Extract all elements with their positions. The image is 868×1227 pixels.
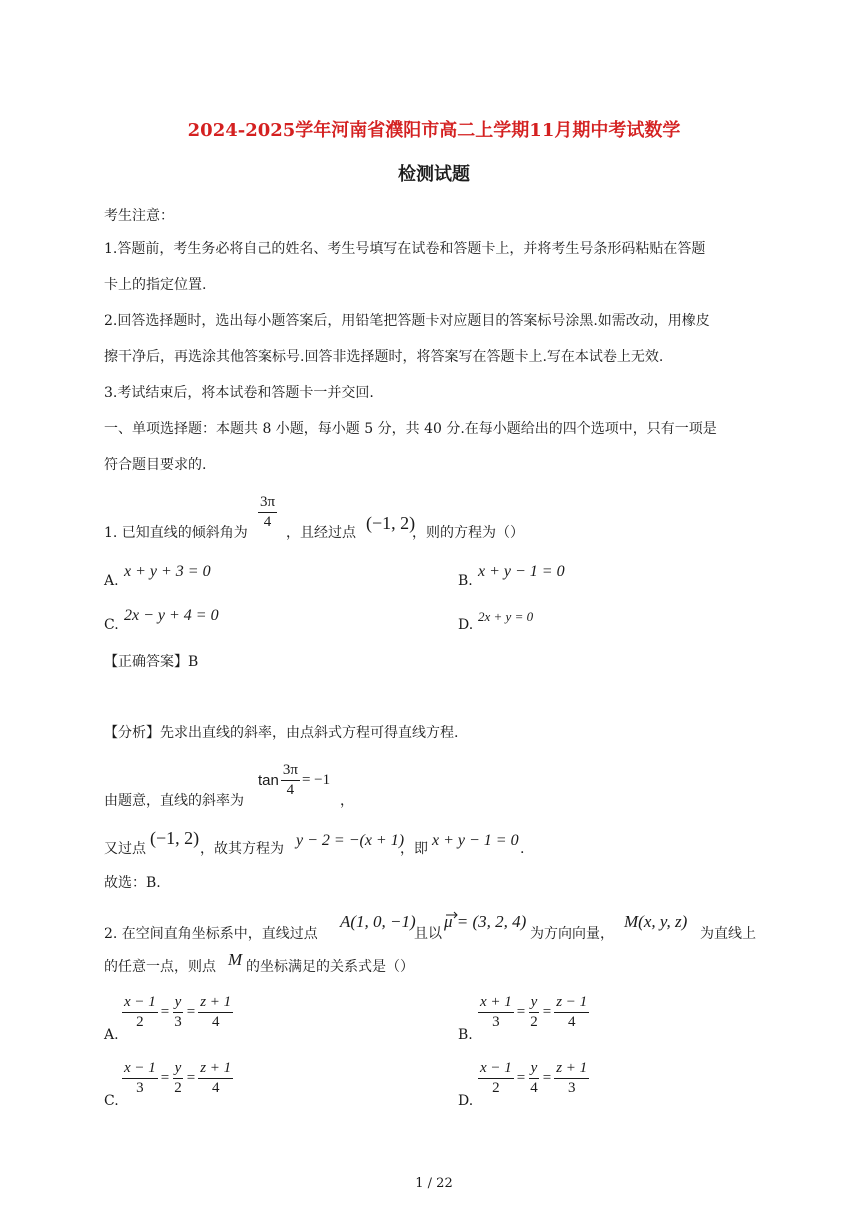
notice-line: 卡上的指定位置. xyxy=(104,277,207,293)
q1-sol1-formula xyxy=(258,762,330,799)
q1-sol1-den: 4 xyxy=(286,782,295,798)
q1-angle-num: 3π xyxy=(258,494,277,513)
page-title: 2024-2025学年河南省濮阳市高二上学期11月期中考试数学 xyxy=(187,120,681,141)
frac-num: z + 1 xyxy=(554,1060,589,1079)
frac-num: z + 1 xyxy=(198,994,233,1013)
q1-sol1-suffix: ， xyxy=(340,793,354,809)
q1-sol1-prefix: 由题意，直线的斜率为 xyxy=(104,793,244,809)
q1-suffix: ，则的方程为（） xyxy=(412,525,524,541)
frac-num: z − 1 xyxy=(554,994,589,1013)
q1-sol2-suffix: . xyxy=(520,841,525,857)
q2-line2-suffix: 的坐标满足的关系式是（） xyxy=(246,959,414,975)
q1-sol1-num: 3π xyxy=(281,762,300,781)
q1-mid: ，且经过点 xyxy=(286,525,356,541)
q2-option-c: $\frac{x - 1}{3}$ = $\frac{y}{2}$ = $\frac{z + 1}{4}$ xyxy=(124,1060,232,1096)
frac-den: 4 xyxy=(567,1014,576,1030)
q1-option-a-label: A. xyxy=(104,573,119,589)
page-subtitle: 检测试题 xyxy=(398,164,470,185)
q1-point: (−1, 2) xyxy=(366,513,416,533)
q1-option-c-label: C. xyxy=(104,617,119,633)
frac-den: 2 xyxy=(136,1014,144,1030)
frac-den: 3 xyxy=(492,1014,500,1030)
q2-option-d-label: D. xyxy=(458,1093,474,1109)
q2-suffix: 为直线上 xyxy=(700,926,756,942)
frac-den: 2 xyxy=(492,1080,500,1096)
frac-den: 4 xyxy=(211,1080,220,1096)
frac-num: x − 1 xyxy=(478,1060,514,1079)
q2-mid: 且以 xyxy=(414,926,442,942)
q1-option-d: 2x + y = 0 xyxy=(478,609,534,624)
frac-num: z + 1 xyxy=(198,1060,233,1079)
q2-option-c-label: C. xyxy=(104,1093,119,1109)
section-heading: 一、单项选择题：本题共 8 小题，每小题 5 分，共 40 分.在每小题给出的四个选项中，只有一项是 xyxy=(104,421,717,437)
notice-heading: 考生注意： xyxy=(104,208,174,224)
frac-num: x − 1 xyxy=(122,1060,158,1079)
q2-mid2: 为方向向量， xyxy=(530,926,614,942)
page-number: 1 / 22 xyxy=(415,1176,453,1191)
notice-line: 擦干净后，再选涂其他答案标号.回答非选择题时，将答案写在答题卡上.写在本试卷上无效. xyxy=(104,349,664,365)
notice-line: 1.答题前，考生务必将自己的姓名、考生号填写在试卷和答题卡上，并将考生号条形码粘贴在答题 xyxy=(104,241,706,257)
q1-angle-den: 4 xyxy=(263,514,272,530)
frac-den: 3 xyxy=(567,1080,576,1096)
q2-option-d: $\frac{x - 1}{2}$ = $\frac{y}{4}$ = $\frac{z + 1}{3}$ xyxy=(480,1060,588,1096)
q1-option-b: x + y − 1 = 0 xyxy=(478,563,565,580)
q2-option-b-label: B. xyxy=(458,1027,473,1043)
q2-prefix: 2. 在空间直角坐标系中，直线过点 xyxy=(104,926,318,942)
q1-conclusion: 故选：B. xyxy=(104,875,161,891)
frac-num: y xyxy=(173,1060,184,1079)
frac-den: 4 xyxy=(530,1080,538,1096)
q2-option-a-label: A. xyxy=(104,1027,119,1043)
q1-sol2-prefix: 又过点 xyxy=(104,841,146,857)
q2-line2-prefix: 的任意一点，则点 xyxy=(104,959,216,975)
frac-den: 4 xyxy=(211,1014,220,1030)
q1-sol2-eq: y − 2 = −(x + 1) xyxy=(296,832,405,849)
frac-num: y xyxy=(173,994,184,1013)
q2-vector: μ = (3, 2, 4) xyxy=(444,912,527,931)
q1-analysis: 【分析】先求出直线的斜率，由点斜式方程可得直线方程. xyxy=(104,725,459,741)
q1-option-c: 2x − y + 4 = 0 xyxy=(124,607,219,624)
notice-line: 3.考试结束后，将本试卷和答题卡一并交回. xyxy=(104,385,374,401)
q1-prefix: 1. 已知直线的倾斜角为 xyxy=(104,525,248,541)
q1-sol2-point: (−1, 2) xyxy=(150,828,200,848)
q2-line2-m: M xyxy=(228,950,243,969)
frac-num: x − 1 xyxy=(122,994,158,1013)
q2-option-a: $\frac{x - 1}{2}$ = $\frac{y}{3}$ = $\frac{z + 1}{4}$ xyxy=(124,994,232,1030)
q1-sol1-tan: tan xyxy=(258,772,279,789)
q1-option-d-label: D. xyxy=(458,617,474,633)
frac-num: x + 1 xyxy=(478,994,514,1013)
q1-angle-fraction xyxy=(258,494,277,531)
q1-sol2-mid: ，故其方程为 xyxy=(200,841,284,857)
q1-answer: 【正确答案】B xyxy=(104,654,199,670)
frac-num: y xyxy=(529,1060,540,1079)
q1-option-a: x + y + 3 = 0 xyxy=(124,563,211,580)
q2-option-b: $\frac{x + 1}{3}$ = $\frac{y}{2}$ = $\frac{z - 1}{4}$ xyxy=(480,994,588,1030)
frac-den: 3 xyxy=(136,1080,144,1096)
frac-num: y xyxy=(529,994,540,1013)
section-heading-cont: 符合题目要求的. xyxy=(104,457,207,473)
frac-den: 2 xyxy=(530,1014,538,1030)
q2-point-a: A(1, 0, −1) xyxy=(340,912,416,931)
notice-line: 2.回答选择题时，选出每小题答案后，用铅笔把答题卡对应题目的答案标号涂黑.如需改动，用橡皮 xyxy=(104,313,710,329)
q1-sol2-mid2: ，即 xyxy=(400,841,428,857)
q1-sol1-eq: = −1 xyxy=(301,772,331,788)
frac-den: 3 xyxy=(174,1014,182,1030)
frac-den: 2 xyxy=(174,1080,182,1096)
q1-sol2-eq2: x + y − 1 = 0 xyxy=(432,832,519,849)
q2-point-m: M(x, y, z) xyxy=(624,912,688,931)
q1-option-b-label: B. xyxy=(458,573,473,589)
